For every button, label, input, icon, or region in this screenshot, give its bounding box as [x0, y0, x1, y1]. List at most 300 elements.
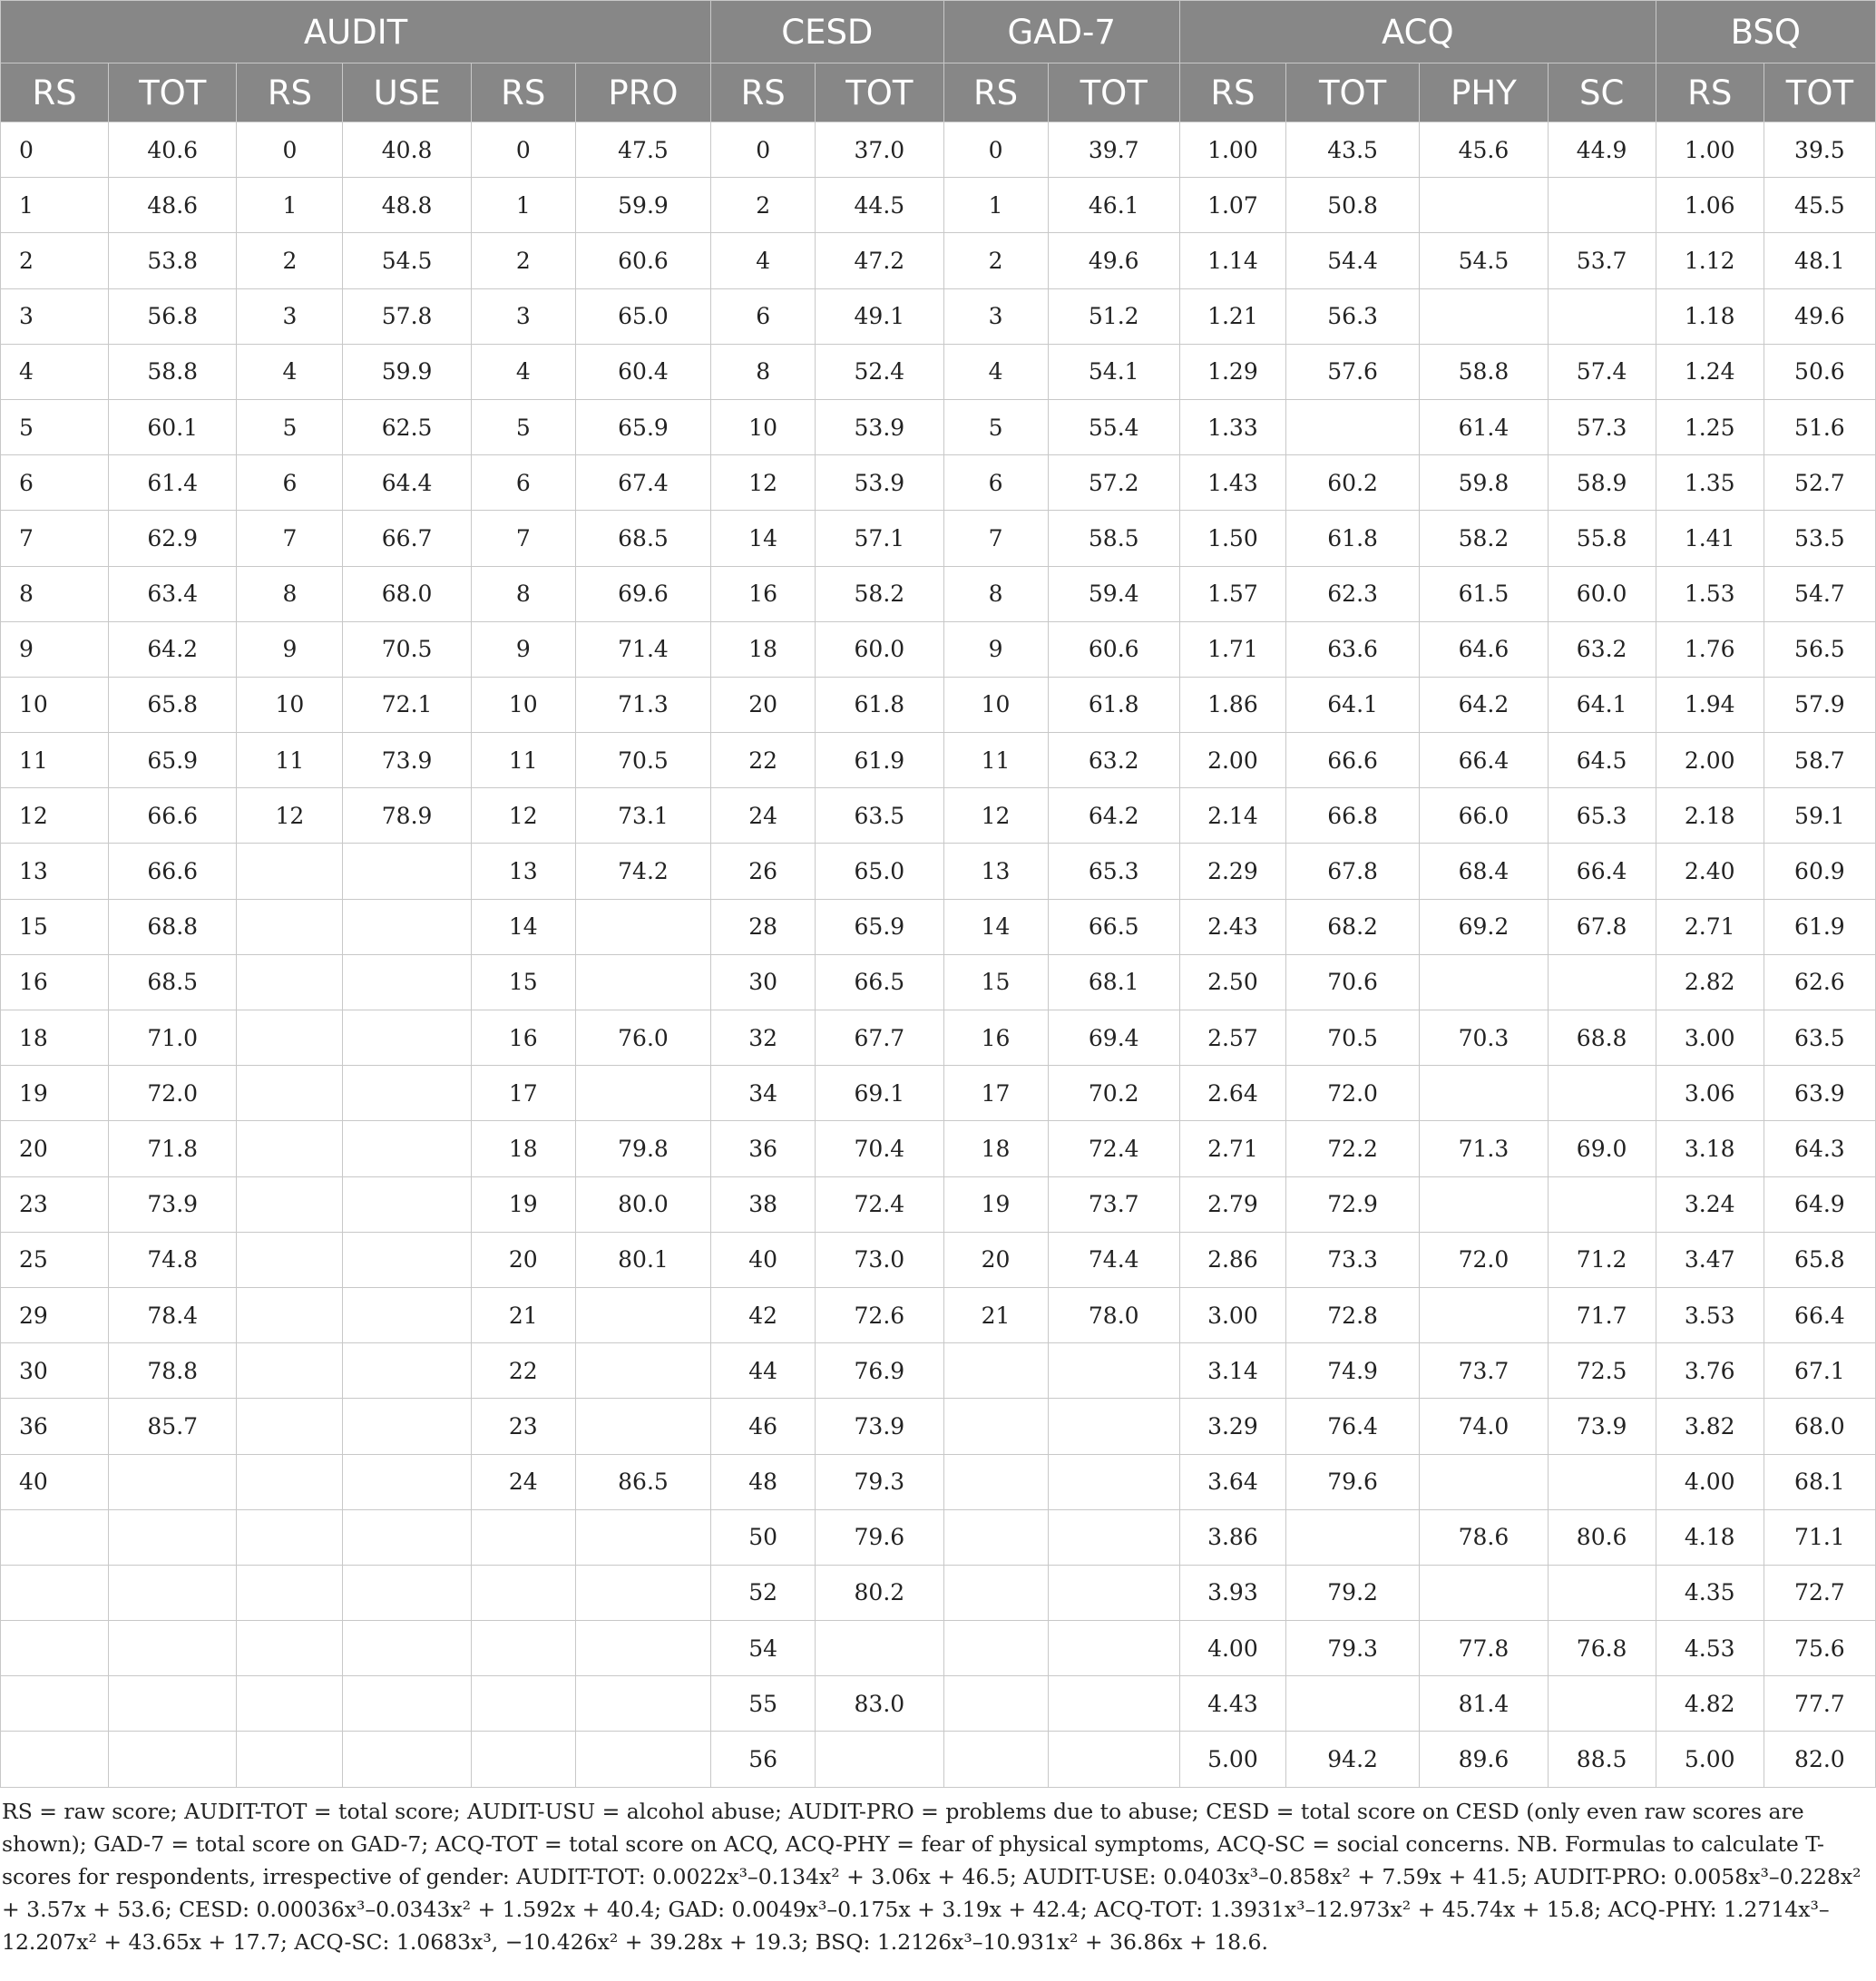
table-cell: 12: [237, 788, 343, 844]
table-cell: 54: [711, 1621, 816, 1676]
table-cell: 67.1: [1764, 1343, 1875, 1399]
table-cell: 69.2: [1420, 899, 1548, 954]
table-cell: 3: [943, 288, 1048, 344]
table-cell: 4: [237, 344, 343, 399]
table-cell: 2.71: [1656, 899, 1764, 954]
table-row: [1, 566, 1876, 621]
table-cell: 70.5: [575, 733, 710, 788]
table-cell: [237, 844, 343, 899]
table-cell: 1.43: [1179, 455, 1285, 511]
table-cell: 67.8: [1285, 844, 1419, 899]
table-cell: 1.33: [1179, 399, 1285, 454]
table-cell: [575, 1343, 710, 1399]
table-cell: 1.94: [1656, 677, 1764, 732]
table-cell: 76.9: [816, 1343, 943, 1399]
table-cell: 66.8: [1285, 788, 1419, 844]
table-cell: 64.5: [1548, 733, 1656, 788]
table-cell: 30: [711, 954, 816, 1010]
table-cell: 4.35: [1656, 1565, 1764, 1620]
table-cell: [575, 1066, 710, 1121]
table-cell: 56.8: [109, 288, 237, 344]
table-cell: [575, 1287, 710, 1342]
table-cell: 68.4: [1420, 844, 1548, 899]
table-cell: 71.0: [109, 1010, 237, 1066]
group-header-cesd: CESD: [711, 1, 943, 63]
table-cell: 69.0: [1548, 1121, 1656, 1176]
table-cell: [1048, 1676, 1179, 1732]
table-cell: 22: [471, 1343, 575, 1399]
table-cell: [575, 1565, 710, 1620]
table-cell: 63.2: [1548, 621, 1656, 677]
table-row: [1, 899, 1876, 954]
table-cell: 67.4: [575, 455, 710, 511]
table-cell: 48.1: [1764, 233, 1875, 288]
table-row: [1, 677, 1876, 732]
table-cell: 79.3: [816, 1454, 943, 1509]
table-cell: 7: [471, 511, 575, 566]
table-row: [1, 511, 1876, 566]
table-cell: [237, 954, 343, 1010]
table-cell: 51.6: [1764, 399, 1875, 454]
table-cell: 79.3: [1285, 1621, 1419, 1676]
table-cell: 3.29: [1179, 1399, 1285, 1454]
table-cell: [343, 1232, 471, 1287]
table-cell: 20: [711, 677, 816, 732]
table-cell: 3: [1, 288, 109, 344]
table-cell: 38: [711, 1176, 816, 1232]
column-header: RS: [237, 63, 343, 122]
table-cell: 72.1: [343, 677, 471, 732]
table-cell: [943, 1454, 1048, 1509]
table-cell: [1548, 1454, 1656, 1509]
table-cell: 58.7: [1764, 733, 1875, 788]
table-cell: 72.2: [1285, 1121, 1419, 1176]
table-cell: 45.6: [1420, 122, 1548, 178]
table-cell: 72.0: [1285, 1066, 1419, 1121]
table-cell: [1048, 1565, 1179, 1620]
table-cell: 73.7: [1420, 1343, 1548, 1399]
table-cell: 2.86: [1179, 1232, 1285, 1287]
table-row: [1, 233, 1876, 288]
table-cell: [237, 1399, 343, 1454]
table-cell: 2.50: [1179, 954, 1285, 1010]
table-cell: 40: [711, 1232, 816, 1287]
table-row: [1, 1287, 1876, 1342]
table-cell: [1420, 954, 1548, 1010]
table-cell: 68.5: [109, 954, 237, 1010]
table-row: [1, 344, 1876, 399]
table-cell: 5: [943, 399, 1048, 454]
table-cell: [343, 1509, 471, 1565]
table-cell: 59.9: [343, 344, 471, 399]
table-cell: 70.4: [816, 1121, 943, 1176]
table-cell: 49.6: [1048, 233, 1179, 288]
table-cell: [1548, 288, 1656, 344]
table-cell: 1: [1, 178, 109, 233]
table-cell: 20: [1, 1121, 109, 1176]
table-cell: 15: [1, 899, 109, 954]
table-cell: 5.00: [1656, 1732, 1764, 1787]
table-cell: [343, 1732, 471, 1787]
table-cell: 64.4: [343, 455, 471, 511]
column-header: SC: [1548, 63, 1656, 122]
table-cell: 74.9: [1285, 1343, 1419, 1399]
table-cell: 57.6: [1285, 344, 1419, 399]
table-cell: 9: [943, 621, 1048, 677]
table-row: [1, 621, 1876, 677]
table-cell: [109, 1621, 237, 1676]
table-cell: 65.3: [1548, 788, 1656, 844]
table-cell: 48: [711, 1454, 816, 1509]
table-cell: 73.9: [109, 1176, 237, 1232]
table-cell: 13: [471, 844, 575, 899]
table-cell: 0: [1, 122, 109, 178]
table-cell: 81.4: [1420, 1676, 1548, 1732]
table-cell: 64.3: [1764, 1121, 1875, 1176]
table-cell: 58.2: [1420, 511, 1548, 566]
table-cell: 72.9: [1285, 1176, 1419, 1232]
table-cell: 2.79: [1179, 1176, 1285, 1232]
table-cell: [943, 1565, 1048, 1620]
table-cell: [1, 1565, 109, 1620]
table-cell: 63.4: [109, 566, 237, 621]
table-cell: 3.06: [1656, 1066, 1764, 1121]
table-cell: 53.7: [1548, 233, 1656, 288]
table-cell: 78.4: [109, 1287, 237, 1342]
table-cell: [343, 844, 471, 899]
table-cell: [237, 899, 343, 954]
table-cell: 7: [943, 511, 1048, 566]
table-cell: 68.0: [343, 566, 471, 621]
table-cell: [1548, 1066, 1656, 1121]
table-cell: 57.1: [816, 511, 943, 566]
table-cell: 71.3: [575, 677, 710, 732]
table-cell: 64.1: [1285, 677, 1419, 732]
table-cell: 2.00: [1656, 733, 1764, 788]
table-cell: 80.6: [1548, 1509, 1656, 1565]
table-cell: 7: [237, 511, 343, 566]
table-row: [1, 1676, 1876, 1732]
table-cell: [343, 1066, 471, 1121]
table-cell: [109, 1732, 237, 1787]
table-row: [1, 1732, 1876, 1787]
table-cell: 61.8: [816, 677, 943, 732]
table-cell: 61.9: [1764, 899, 1875, 954]
table-cell: 55: [711, 1676, 816, 1732]
table-cell: 4.82: [1656, 1676, 1764, 1732]
table-cell: [471, 1732, 575, 1787]
table-cell: 4: [711, 233, 816, 288]
table-cell: 77.7: [1764, 1676, 1875, 1732]
table-cell: 6: [711, 288, 816, 344]
table-cell: 66.7: [343, 511, 471, 566]
table-cell: [1, 1676, 109, 1732]
table-cell: 53.9: [816, 455, 943, 511]
table-cell: 65.9: [816, 899, 943, 954]
table-cell: 2: [711, 178, 816, 233]
table-cell: 68.1: [1764, 1454, 1875, 1509]
table-cell: [237, 1010, 343, 1066]
table-cell: 3.86: [1179, 1509, 1285, 1565]
table-cell: 60.0: [1548, 566, 1656, 621]
table-cell: 9: [237, 621, 343, 677]
table-cell: 0: [943, 122, 1048, 178]
table-cell: 79.2: [1285, 1565, 1419, 1620]
table-cell: 62.9: [109, 511, 237, 566]
table-cell: 6: [237, 455, 343, 511]
table-cell: 1.71: [1179, 621, 1285, 677]
table-cell: [471, 1676, 575, 1732]
table-cell: 50.6: [1764, 344, 1875, 399]
table-cell: 78.9: [343, 788, 471, 844]
table-cell: 66.6: [1285, 733, 1419, 788]
table-cell: 13: [1, 844, 109, 899]
table-cell: 2.57: [1179, 1010, 1285, 1066]
table-cell: 57.8: [343, 288, 471, 344]
table-cell: 10: [471, 677, 575, 732]
table-cell: 63.5: [1764, 1010, 1875, 1066]
table-cell: 39.5: [1764, 122, 1875, 178]
table-cell: 4: [1, 344, 109, 399]
column-header: PHY: [1420, 63, 1548, 122]
table-cell: 59.8: [1420, 455, 1548, 511]
table-cell: 61.9: [816, 733, 943, 788]
table-cell: 4: [471, 344, 575, 399]
table-row: [1, 733, 1876, 788]
table-cell: 3: [237, 288, 343, 344]
table-cell: 3.76: [1656, 1343, 1764, 1399]
table-cell: 54.4: [1285, 233, 1419, 288]
table-cell: 66.4: [1764, 1287, 1875, 1342]
table-cell: 2.29: [1179, 844, 1285, 899]
table-cell: 69.4: [1048, 1010, 1179, 1066]
table-cell: 64.2: [1048, 788, 1179, 844]
table-cell: 89.6: [1420, 1732, 1548, 1787]
table-cell: 2: [237, 233, 343, 288]
table-cell: 1.29: [1179, 344, 1285, 399]
column-header-row: [1, 63, 1876, 122]
table-cell: 43.5: [1285, 122, 1419, 178]
table-cell: 29: [1, 1287, 109, 1342]
table-cell: [1420, 178, 1548, 233]
table-cell: 9: [471, 621, 575, 677]
table-cell: 1.86: [1179, 677, 1285, 732]
table-cell: 3.24: [1656, 1176, 1764, 1232]
table-cell: 94.2: [1285, 1732, 1419, 1787]
table-cell: 20: [943, 1232, 1048, 1287]
table-cell: 1: [237, 178, 343, 233]
table-cell: 64.9: [1764, 1176, 1875, 1232]
table-row: [1, 1509, 1876, 1565]
table-cell: [575, 1676, 710, 1732]
table-cell: 68.2: [1285, 899, 1419, 954]
table-cell: 49.1: [816, 288, 943, 344]
table-cell: 16: [711, 566, 816, 621]
table-cell: 0: [471, 122, 575, 178]
table-cell: 52.4: [816, 344, 943, 399]
table-cell: [1548, 1565, 1656, 1620]
table-cell: 11: [237, 733, 343, 788]
table-cell: [1548, 178, 1656, 233]
table-cell: [1420, 1454, 1548, 1509]
table-cell: 62.6: [1764, 954, 1875, 1010]
table-cell: [1420, 1565, 1548, 1620]
table-cell: [1048, 1454, 1179, 1509]
table-cell: [943, 1399, 1048, 1454]
table-cell: [343, 1621, 471, 1676]
table-cell: 58.9: [1548, 455, 1656, 511]
table-cell: 73.3: [1285, 1232, 1419, 1287]
table-cell: [237, 1676, 343, 1732]
table-body: [1, 122, 1876, 1788]
table-cell: 63.2: [1048, 733, 1179, 788]
table-cell: 46.1: [1048, 178, 1179, 233]
table-cell: 75.6: [1764, 1621, 1875, 1676]
table-cell: 2.71: [1179, 1121, 1285, 1176]
table-cell: 47.2: [816, 233, 943, 288]
table-row: [1, 288, 1876, 344]
table-cell: 73.9: [343, 733, 471, 788]
table-cell: [1048, 1343, 1179, 1399]
table-cell: 51.2: [1048, 288, 1179, 344]
group-header-row: [1, 1, 1876, 63]
table-cell: 12: [471, 788, 575, 844]
table-cell: 88.5: [1548, 1732, 1656, 1787]
table-cell: 67.8: [1548, 899, 1656, 954]
table-cell: 58.5: [1048, 511, 1179, 566]
table-cell: [575, 1621, 710, 1676]
table-cell: 70.5: [343, 621, 471, 677]
table-row: [1, 1066, 1876, 1121]
table-cell: 44.9: [1548, 122, 1656, 178]
column-header: RS: [1656, 63, 1764, 122]
table-cell: 2: [943, 233, 1048, 288]
table-cell: 79.8: [575, 1121, 710, 1176]
table-cell: 7: [1, 511, 109, 566]
table-cell: 80.2: [816, 1565, 943, 1620]
table-cell: 3.18: [1656, 1121, 1764, 1176]
table-cell: 68.0: [1764, 1399, 1875, 1454]
table-cell: 17: [471, 1066, 575, 1121]
table-cell: 16: [1, 954, 109, 1010]
table-cell: 61.5: [1420, 566, 1548, 621]
table-cell: 1.24: [1656, 344, 1764, 399]
table-cell: 57.2: [1048, 455, 1179, 511]
table-cell: 65.0: [575, 288, 710, 344]
column-header: TOT: [1764, 63, 1875, 122]
table-row: [1, 1621, 1876, 1676]
table-cell: 21: [943, 1287, 1048, 1342]
table-cell: 71.7: [1548, 1287, 1656, 1342]
table-cell: 8: [1, 566, 109, 621]
table-cell: 63.5: [816, 788, 943, 844]
table-cell: 25: [1, 1232, 109, 1287]
table-cell: 24: [711, 788, 816, 844]
table-cell: 62.3: [1285, 566, 1419, 621]
table-cell: [1285, 1676, 1419, 1732]
table-cell: 65.8: [1764, 1232, 1875, 1287]
table-cell: 60.0: [816, 621, 943, 677]
table-cell: 1: [943, 178, 1048, 233]
table-cell: [343, 1287, 471, 1342]
table-cell: 3.53: [1656, 1287, 1764, 1342]
table-cell: 22: [711, 733, 816, 788]
table-cell: 6: [471, 455, 575, 511]
table-cell: 1.14: [1179, 233, 1285, 288]
table-cell: 4.43: [1179, 1676, 1285, 1732]
table-cell: 1.00: [1656, 122, 1764, 178]
table-cell: 66.5: [816, 954, 943, 1010]
table-cell: 19: [943, 1176, 1048, 1232]
table-cell: [575, 899, 710, 954]
table-cell: 1.12: [1656, 233, 1764, 288]
table-cell: 20: [471, 1232, 575, 1287]
table-cell: 53.5: [1764, 511, 1875, 566]
table-cell: 5: [237, 399, 343, 454]
table-cell: 72.6: [816, 1287, 943, 1342]
table-row: [1, 1343, 1876, 1399]
table-cell: 62.5: [343, 399, 471, 454]
table-cell: 39.7: [1048, 122, 1179, 178]
table-cell: 17: [943, 1066, 1048, 1121]
table-cell: 66.0: [1420, 788, 1548, 844]
table-cell: 1.50: [1179, 511, 1285, 566]
table-cell: 77.8: [1420, 1621, 1548, 1676]
table-cell: 53.9: [816, 399, 943, 454]
table-cell: 36: [1, 1399, 109, 1454]
table-cell: 4: [943, 344, 1048, 399]
table-row: [1, 844, 1876, 899]
table-cell: [237, 1565, 343, 1620]
table-cell: 54.5: [1420, 233, 1548, 288]
table-cell: [237, 1176, 343, 1232]
table-cell: 1.76: [1656, 621, 1764, 677]
table-cell: 5: [1, 399, 109, 454]
table-cell: [343, 1565, 471, 1620]
table-cell: 83.0: [816, 1676, 943, 1732]
table-cell: 82.0: [1764, 1732, 1875, 1787]
table-row: [1, 1010, 1876, 1066]
table-cell: 80.0: [575, 1176, 710, 1232]
table-cell: 65.8: [109, 677, 237, 732]
table-cell: [343, 1010, 471, 1066]
table-cell: 6: [943, 455, 1048, 511]
table-cell: 2.43: [1179, 899, 1285, 954]
table-cell: 58.8: [1420, 344, 1548, 399]
table-cell: 2.82: [1656, 954, 1764, 1010]
table-cell: [1048, 1621, 1179, 1676]
table-cell: 12: [943, 788, 1048, 844]
table-cell: [943, 1509, 1048, 1565]
table-cell: 19: [1, 1066, 109, 1121]
table-cell: [575, 1732, 710, 1787]
table-cell: 69.1: [816, 1066, 943, 1121]
table-cell: 18: [711, 621, 816, 677]
column-header: TOT: [816, 63, 943, 122]
table-cell: 36: [711, 1121, 816, 1176]
table-cell: [1285, 399, 1419, 454]
table-row: [1, 1565, 1876, 1620]
table-cell: 1: [471, 178, 575, 233]
table-cell: 66.4: [1420, 733, 1548, 788]
table-cell: 73.9: [1548, 1399, 1656, 1454]
table-row: [1, 788, 1876, 844]
table-cell: 48.8: [343, 178, 471, 233]
table-cell: 61.8: [1285, 511, 1419, 566]
table-cell: [575, 1399, 710, 1454]
table-cell: 55.8: [1548, 511, 1656, 566]
table-cell: 71.1: [1764, 1509, 1875, 1565]
